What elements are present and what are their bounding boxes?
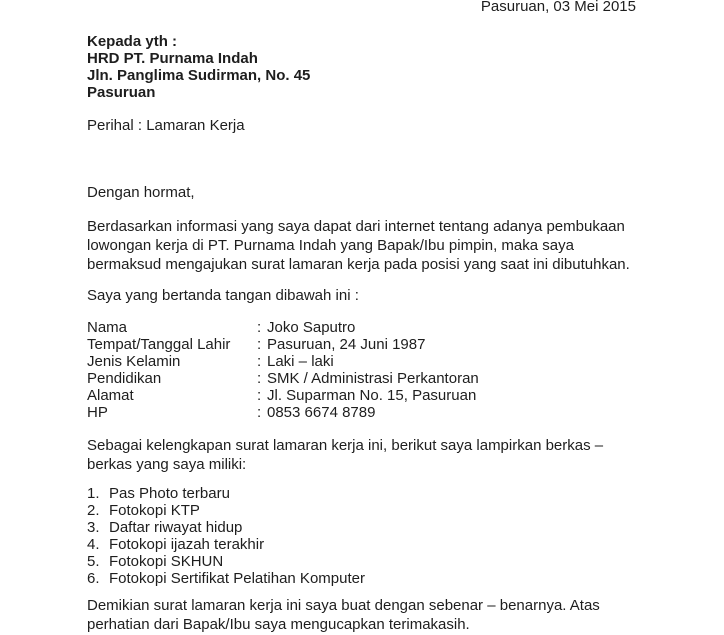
list-item [87,502,365,519]
list-number: 3. [87,519,100,536]
identity-value: Jl. Suparman No. 15, Pasuruan [267,387,477,404]
identity-row [87,404,479,421]
identity-row [87,353,479,370]
identity-colon: : [257,353,262,370]
list-text: Fotokopi KTP [109,502,200,519]
identity-intro: Saya yang bertanda tangan dibawah ini : [87,287,359,304]
identity-colon: : [257,404,262,421]
identity-row [87,336,479,353]
place-date: Pasuruan, 03 Mei 2015 [480,0,636,15]
list-text: Daftar riwayat hidup [109,519,243,536]
identity-row [87,387,479,404]
list-number: 1. [87,485,100,502]
identity-value: Joko Saputro [267,319,356,336]
identity-value: Laki – laki [267,353,334,370]
attachment-list [87,485,365,587]
list-number: 2. [87,502,100,519]
recipient-line: Kepada yth : [87,33,178,50]
identity-label: Tempat/Tanggal Lahir [87,336,231,353]
subject-line: Perihal : Lamaran Kerja [87,117,245,134]
identity-label: Alamat [87,387,134,404]
paragraph-line: lowongan kerja di PT. Purnama Indah yang Bapak/Ibu pimpin, maka saya [87,237,574,254]
greeting: Dengan hormat, [87,184,195,201]
list-text: Fotokopi ijazah terakhir [109,536,265,553]
paragraph-line: Sebagai kelengkapan surat lamaran kerja ini, berikut saya lampirkan berkas – [87,437,604,454]
recipient-city: Pasuruan [87,84,156,101]
identity-row [87,319,479,336]
identity-value: 0853 6674 8789 [267,404,376,421]
identity-colon: : [257,319,262,336]
list-item [87,519,365,536]
closing-paragraph [87,597,600,635]
identity-colon: : [257,387,262,404]
recipient-company: HRD PT. Purnama Indah [87,50,258,67]
list-item [87,485,365,502]
list-text: Pas Photo terbaru [109,485,230,502]
recipient-street: Jln. Panglima Sudirman, No. 45 [87,67,311,84]
list-text: Fotokopi Sertifikat Pelatihan Komputer [109,570,365,587]
attachments-intro [87,437,603,475]
identity-label: Pendidikan [87,370,162,387]
paragraph-line: Berdasarkan informasi yang saya dapat dari internet tentang adanya pembukaan [87,218,625,235]
list-text: Fotokopi SKHUN [109,553,224,570]
identity-row [87,370,479,387]
identity-label: Nama [87,319,128,336]
identity-colon: : [257,336,262,353]
list-number: 4. [87,536,100,553]
paragraph-line: perhatian dari Bapak/Ibu saya mengucapkan terimakasih. [87,616,470,633]
recipient-block [87,33,310,101]
identity-label: Jenis Kelamin [87,353,181,370]
identity-value: SMK / Administrasi Perkantoran [267,370,479,387]
list-item [87,570,365,587]
identity-table [87,319,479,421]
list-number: 5. [87,553,100,570]
paragraph-line: berkas yang saya miliki: [87,456,247,473]
paragraph-line: bermaksud mengajukan surat lamaran kerja pada posisi yang saat ini dibutuhkan. [87,256,630,273]
identity-colon: : [257,370,262,387]
list-item [87,553,365,570]
opening-paragraph [87,218,707,275]
list-number: 6. [87,570,100,587]
paragraph-line: Demikian surat lamaran kerja ini saya buat dengan sebenar – benarnya. Atas [87,597,600,614]
identity-value: Pasuruan, 24 Juni 1987 [267,336,426,353]
identity-label: HP [87,404,108,421]
list-item [87,536,365,553]
